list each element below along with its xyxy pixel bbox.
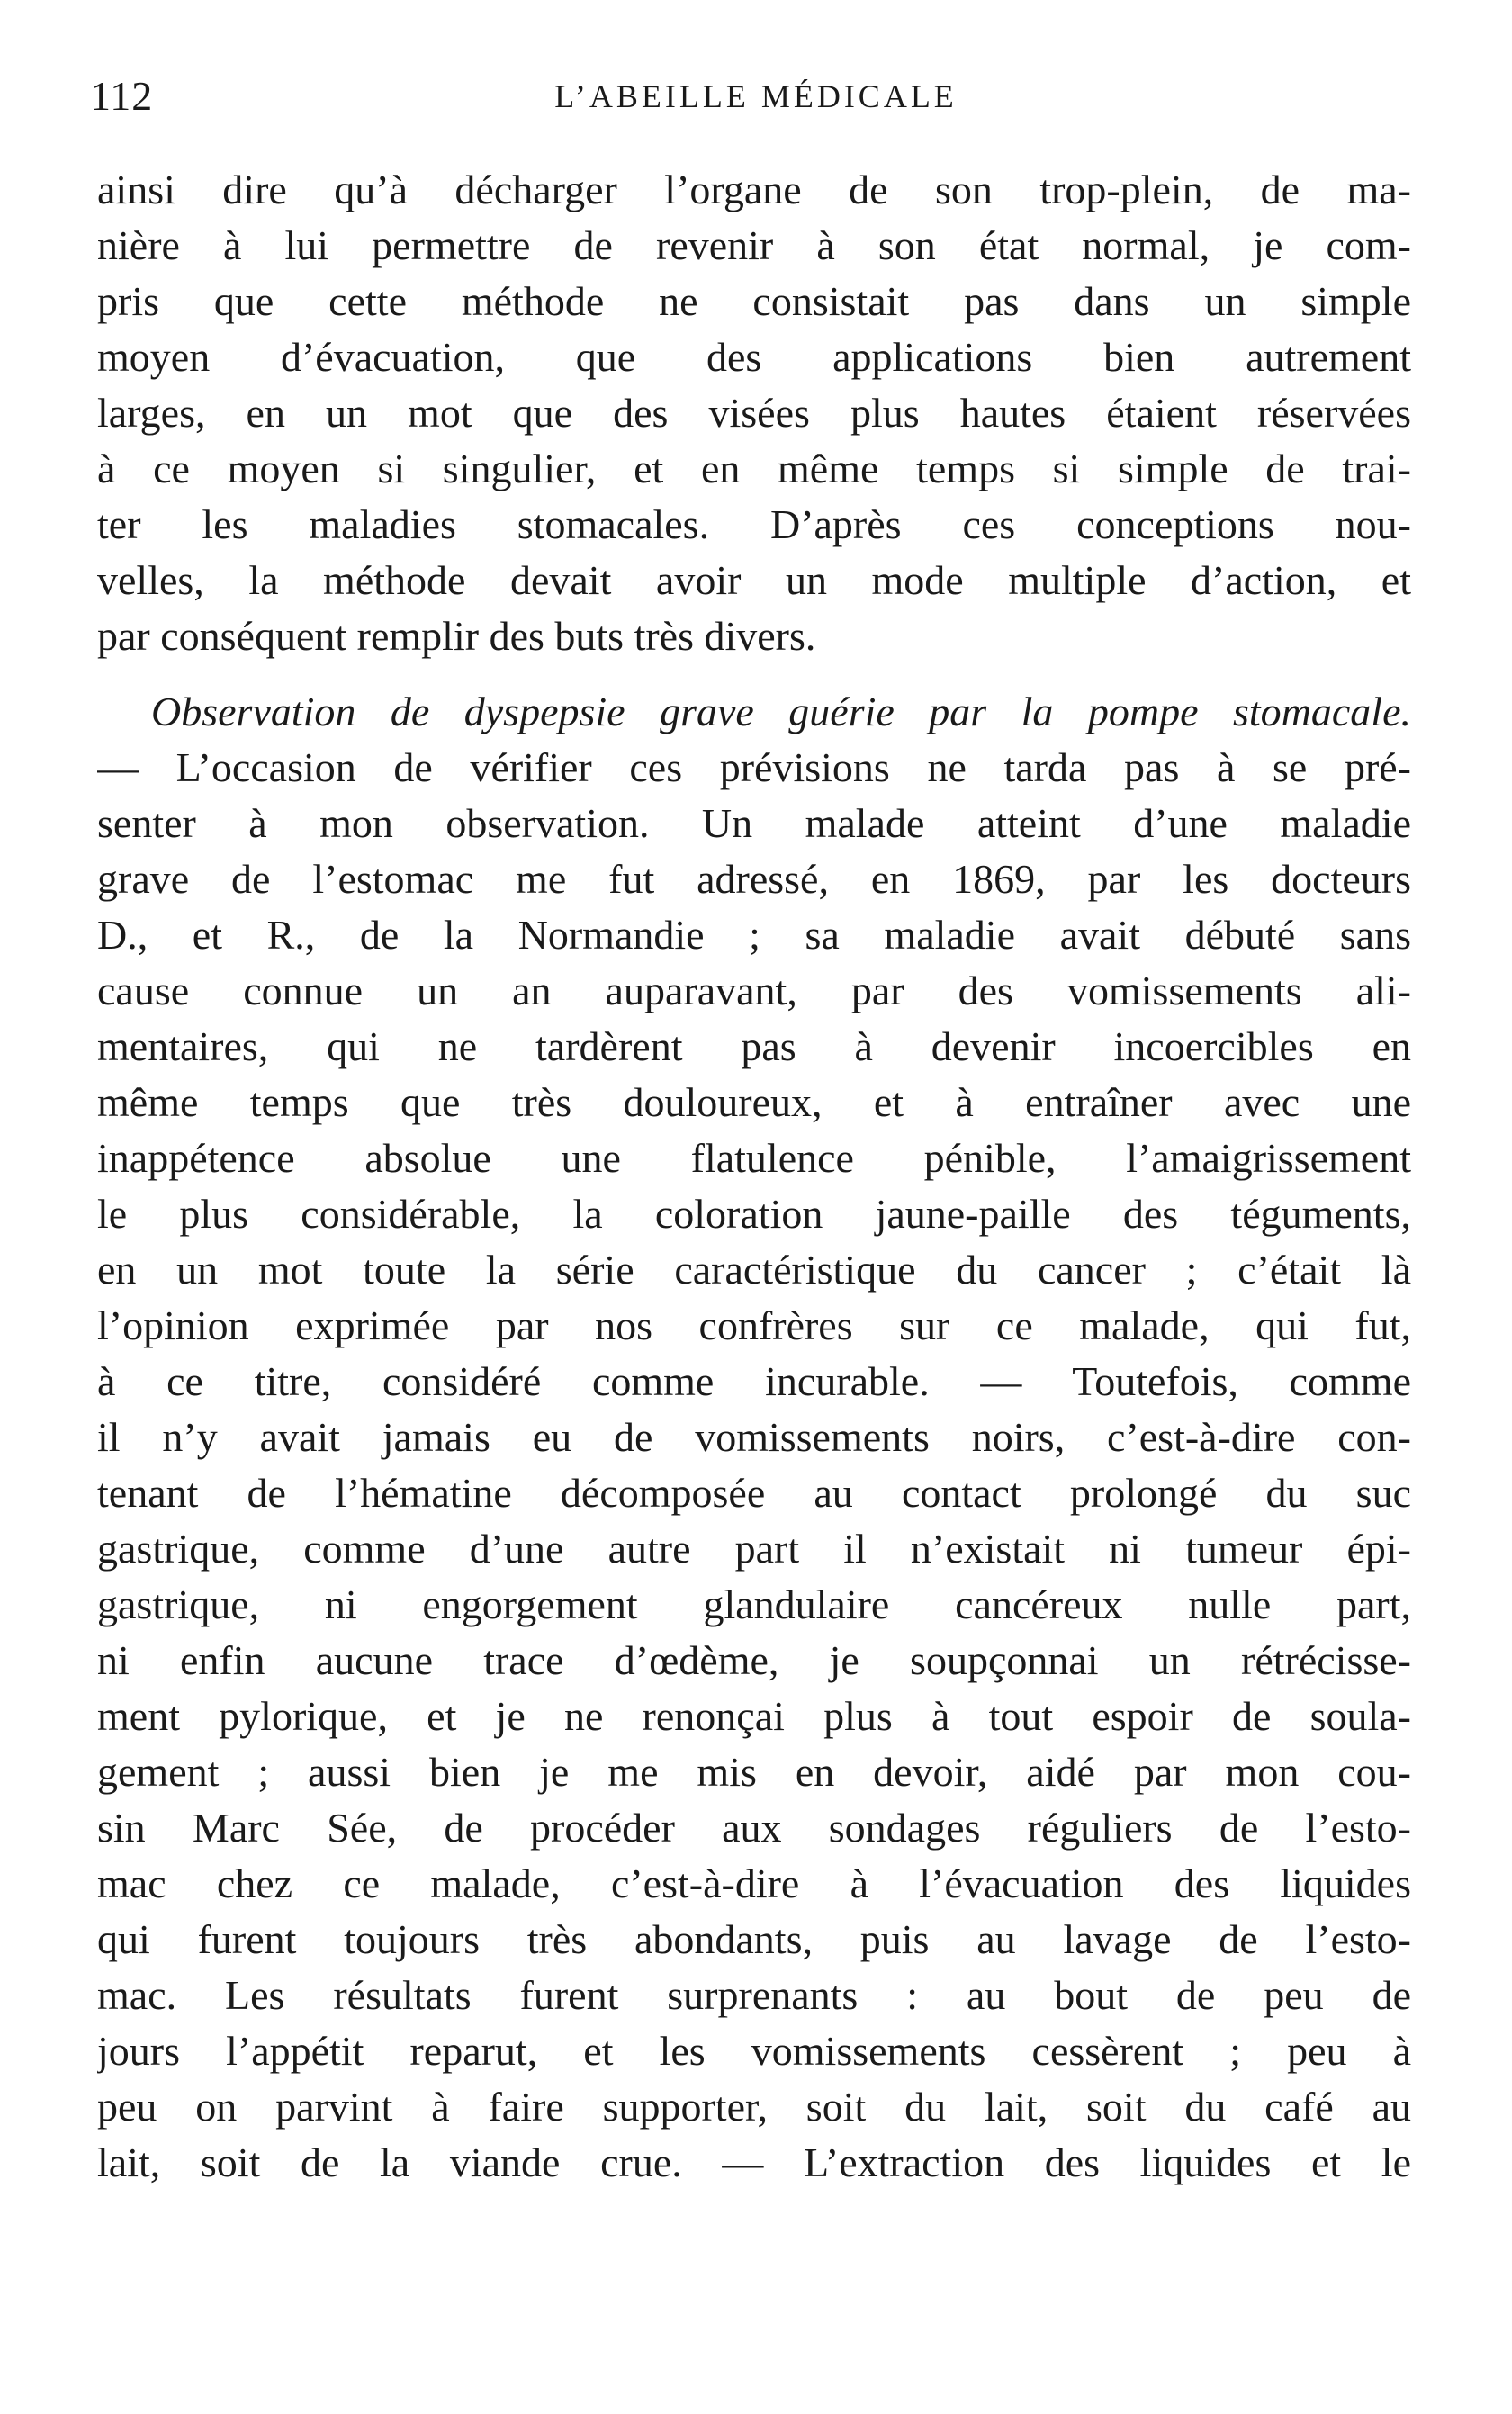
text-line: sin Marc Sée, de procéder aux sondages réguliers de l’esto-	[97, 1805, 1411, 1851]
text-line: D., et R., de la Normandie ; sa maladie avait débuté sans	[97, 912, 1411, 958]
text-line: qui furent toujours très abondants, puis au lavage de l’esto-	[97, 1916, 1411, 1962]
text-line: à ce titre, considéré comme incurable. — Toutefois, comme	[97, 1358, 1411, 1404]
text-line: jours l’appétit reparut, et les vomissements cessèrent ; peu à	[97, 2028, 1411, 2074]
text-line: ter les maladies stomacales. D’après ces conceptions nou-	[97, 501, 1411, 547]
text-line: pris que cette méthode ne consistait pas dans un simple	[97, 278, 1411, 324]
paragraph-intro	[97, 162, 1411, 664]
paragraph-spacer	[97, 664, 1411, 684]
text-line: l’opinion exprimée par nos confrères sur ce malade, qui fut,	[97, 1302, 1411, 1348]
page-header	[90, 72, 1422, 126]
text-line: même temps que très douloureux, et à entraîner avec une	[97, 1079, 1411, 1125]
text-line	[97, 2191, 1411, 2247]
text-line: mac chez ce malade, c’est-à-dire à l’évacuation des liquides	[97, 1860, 1411, 1906]
text-line: le plus considérable, la coloration jaune-paille des téguments,	[97, 1191, 1411, 1237]
text-line: moyen d’évacuation, que des applications bien autrement	[97, 334, 1411, 380]
text-line: senter à mon observation. Un malade atteint d’une maladie	[97, 800, 1411, 846]
text-line: gement ; aussi bien je me mis en devoir, aidé par mon cou-	[97, 1749, 1411, 1795]
text-line: cause connue un an auparavant, par des vomissements ali-	[97, 968, 1411, 1013]
text-line: gastrique, comme d’une autre part il n’existait ni tumeur épi-	[97, 1526, 1411, 1572]
text-line: ment pylorique, et je ne renonçai plus à tout espoir de soula-	[97, 1693, 1411, 1739]
text-line: tenant de l’hématine décomposée au contact prolongé du suc	[97, 1470, 1411, 1516]
text-line: peu on parvint à faire supporter, soit du lait, soit du café au	[97, 2084, 1411, 2130]
running-head: L’ABEILLE MÉDICALE	[554, 78, 958, 114]
text-line: mentaires, qui ne tardèrent pas à devenir incoercibles en	[97, 1023, 1411, 1069]
body-text	[97, 162, 1411, 2247]
text-line: larges, en un mot que des visées plus hautes étaient réservées	[97, 390, 1411, 436]
text-line: velles, la méthode devait avoir un mode multiple d’action, et	[97, 557, 1411, 603]
text-line: mac. Les résultats furent surprenants : au bout de peu de	[97, 1972, 1411, 2018]
text-line: gastrique, ni engorgement glandulaire cancéreux nulle part,	[97, 1581, 1411, 1627]
text-line: nière à lui permettre de revenir à son état normal, je com-	[97, 222, 1411, 268]
paragraph-observation	[97, 684, 1411, 2247]
text-line: — L’occasion de vérifier ces prévisions ne tarda pas à se pré-	[97, 744, 1411, 790]
text-line: ni enfin aucune trace d’œdème, je soupçonnai un rétrécisse-	[97, 1637, 1411, 1683]
page-number: 112	[90, 73, 154, 119]
text-line: grave de l’estomac me fut adressé, en 1869, par les docteurs	[97, 856, 1411, 902]
observation-heading: Observation de dyspepsie grave guérie par la pompe stomacale.	[151, 689, 1411, 734]
text-line: à ce moyen si singulier, et en même temps si simple de trai-	[97, 446, 1411, 491]
text-line: par conséquent remplir des buts très divers.	[97, 613, 816, 659]
text-line: inappétence absolue une flatulence pénible, l’amaigrissement	[97, 1135, 1411, 1181]
text-line: ainsi dire qu’à décharger l’organe de son trop-plein, de ma-	[97, 167, 1411, 212]
text-line: lait, soit de la viande crue. — L’extraction des liquides et le	[97, 2139, 1411, 2185]
text-line: il n’y avait jamais eu de vomissements noirs, c’est-à-dire con-	[97, 1414, 1411, 1460]
text-line: en un mot toute la série caractéristique du cancer ; c’était là	[97, 1247, 1411, 1293]
